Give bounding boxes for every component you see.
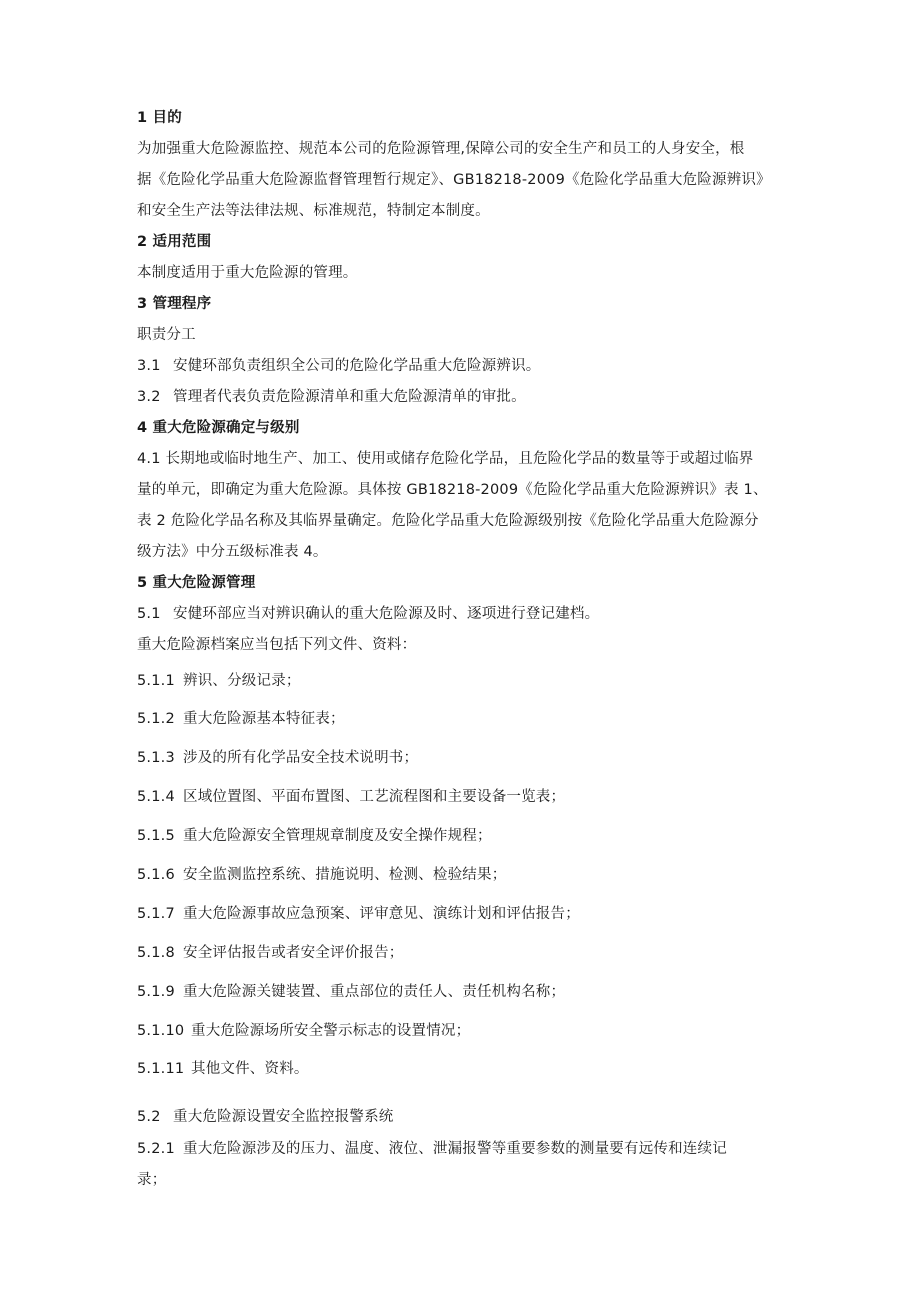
- item-text: 区域位置图、平面布置图、工艺流程图和主要设备一览表；: [183, 789, 566, 805]
- list-item: [137, 748, 418, 768]
- list-item: [137, 826, 492, 846]
- list-item: [137, 982, 565, 1002]
- section-1-body-line-2: 据《危险化学品重大危险源监督管理暂行规定》、GB18218-2009《危险化学品重大危险源辨识》: [137, 172, 771, 188]
- item-text: 安全评估报告或者安全评价报告；: [183, 945, 404, 961]
- item-text: 重大危险源安全管理规章制度及安全操作规程；: [183, 828, 492, 844]
- item-number: 5.1.11: [137, 1061, 185, 1077]
- item-text: 安全监测监控系统、措施说明、检测、检验结果；: [183, 867, 507, 883]
- item-number: 3.1: [137, 358, 161, 374]
- item-text: 辨识、分级记录；: [183, 673, 301, 689]
- section-1-heading: 1 目的: [137, 110, 182, 126]
- item-number: 5.1.8: [137, 945, 175, 961]
- item-text: 涉及的所有化学品安全技术说明书；: [183, 750, 419, 766]
- section-4-body-line-4: 级方法》中分五级标准表 4。: [137, 544, 328, 560]
- item-number: 5.1.5: [137, 828, 175, 844]
- item-text: 管理者代表负责危险源清单和重大危险源清单的审批。: [173, 389, 526, 405]
- item-text: 重大危险源场所安全警示标志的设置情况；: [191, 1023, 471, 1039]
- section-5-2-1: [137, 1139, 727, 1159]
- item-number: 5.1.2: [137, 711, 175, 727]
- item-text: 重大危险源关键装置、重点部位的责任人、责任机构名称；: [183, 984, 566, 1000]
- item-text: 重大危险源设置安全监控报警系统: [173, 1109, 394, 1125]
- item-text: 其他文件、资料。: [191, 1061, 309, 1077]
- item-number: 5.1.7: [137, 906, 175, 922]
- section-5-heading: 5 重大危险源管理: [137, 575, 256, 591]
- item-number: 5.1.1: [137, 673, 175, 689]
- item-text: 重大危险源事故应急预案、评审意见、演练计划和评估报告；: [183, 906, 580, 922]
- list-item: [137, 787, 565, 807]
- section-4-heading: 4 重大危险源确定与级别: [137, 420, 300, 436]
- item-number: 5.1.3: [137, 750, 175, 766]
- section-5-2-1-continuation: 录；: [137, 1172, 167, 1188]
- section-2-heading: 2 适用范围: [137, 234, 212, 250]
- item-number: 3.2: [137, 389, 161, 405]
- item-number: 5.1.9: [137, 984, 175, 1000]
- section-3-subheading: 职责分工: [137, 327, 196, 343]
- list-item: [137, 709, 345, 729]
- list-item: [137, 671, 301, 691]
- item-number: 5.1.4: [137, 789, 175, 805]
- section-1-body-line-3: 和安全生产法等法律法规、标准规范，特制定本制度。: [137, 203, 490, 219]
- list-item: [137, 943, 404, 963]
- item-text: 安健环部应当对辨识确认的重大危险源及时、逐项进行登记建档。: [173, 606, 600, 622]
- item-number: 5.2: [137, 1109, 161, 1125]
- section-1-body-line-1: 为加强重大危险源监控、规范本公司的危险源管理,保障公司的安全生产和员工的人身安全，根: [137, 141, 745, 157]
- section-4-body-line-1: 4.1 长期地或临时地生产、加工、使用或储存危险化学品，且危险化学品的数量等于或超过临界: [137, 451, 754, 467]
- item-text: 重大危险源涉及的压力、温度、液位、泄漏报警等重要参数的测量要有远传和连续记: [183, 1141, 727, 1157]
- list-item: [137, 865, 506, 885]
- section-3-item: [137, 356, 541, 376]
- item-text: 安健环部负责组织全公司的危险化学品重大危险源辨识。: [173, 358, 541, 374]
- item-number: 5.1.10: [137, 1023, 185, 1039]
- item-number: 5.1.6: [137, 867, 175, 883]
- section-3-heading: 3 管理程序: [137, 296, 212, 312]
- item-number: 5.2.1: [137, 1141, 175, 1157]
- section-4-body-line-3: 表 2 危险化学品名称及其临界量确定。危险化学品重大危险源级别按《危险化学品重大危险源分: [137, 513, 759, 529]
- section-3-item: [137, 387, 526, 407]
- section-4-body-line-2: 量的单元，即确定为重大危险源。具体按 GB18218-2009《危险化学品重大危险源辨识》表 1、: [137, 482, 768, 498]
- item-text: 重大危险源基本特征表；: [183, 711, 345, 727]
- section-2-body: 本制度适用于重大危险源的管理。: [137, 265, 358, 281]
- section-5-2: [137, 1107, 394, 1127]
- list-item: [137, 1059, 309, 1079]
- section-5-1: [137, 604, 599, 624]
- section-5-1-intro: 重大危险源档案应当包括下列文件、资料：: [137, 637, 417, 653]
- list-item: [137, 1021, 470, 1041]
- list-item: [137, 904, 580, 924]
- item-number: 5.1: [137, 606, 161, 622]
